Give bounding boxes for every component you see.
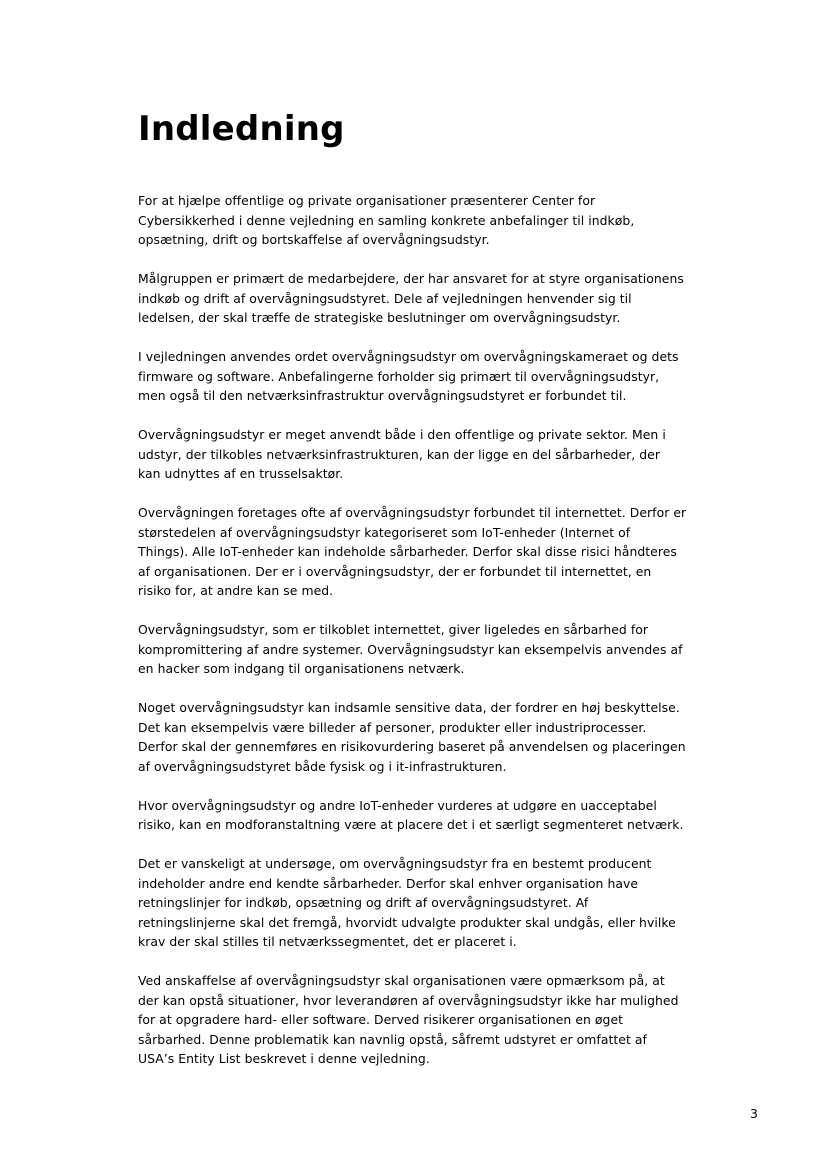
paragraph-line: der kan opstå situationer, hvor leverandøren af overvågningsudstyr ikke har mulighed bbox=[138, 992, 679, 1008]
paragraph-line: Målgruppen er primært de medarbejdere, der har ansvaret for at styre organisationens bbox=[138, 271, 684, 286]
paragraph-line: risiko, kan en modforanstaltning være at placere det i et særligt segmenteret netværk. bbox=[138, 817, 684, 832]
paragraph bbox=[138, 854, 698, 952]
paragraph bbox=[138, 347, 698, 406]
paragraph-line: Overvågningsudstyr er meget anvendt både i den offentlige og private sektor. Men i bbox=[138, 427, 666, 442]
paragraph bbox=[138, 698, 698, 776]
paragraph-line: Ved anskaffelse af overvågningsudstyr skal organisationen være opmærksom på, at bbox=[138, 973, 665, 988]
paragraph-line: Hvor overvågningsudstyr og andre IoT-enheder vurderes at udgøre en uacceptabel bbox=[138, 797, 657, 813]
paragraph-line: en hacker som indgang til organisationens netværk. bbox=[138, 661, 465, 676]
paragraph-line: sårbarhed. Denne problematik kan navnlig opstå, såfremt udstyret er omfattet af bbox=[138, 1031, 647, 1047]
paragraph-line: indkøb og drift af overvågningsudstyret. Dele af vejledningen henvender sig til bbox=[138, 290, 632, 306]
paragraph-line: firmware og software. Anbefalingerne forholder sig primært til overvågningsudstyr, bbox=[138, 368, 660, 384]
paragraph bbox=[138, 971, 698, 1069]
paragraph-line: af organisationen. Der er i overvågningsudstyr, der er forbundet til internettet, en bbox=[138, 563, 652, 579]
paragraph-line: størstedelen af overvågningsudstyr kategoriseret som IoT-enheder (Internet of bbox=[138, 524, 631, 540]
paragraph-line: USA’s Entity List beskrevet i denne vejledning. bbox=[138, 1051, 430, 1066]
paragraph-line: krav der skal stilles til netværkssegmentet, det er placeret i. bbox=[138, 934, 517, 949]
paragraph-line: Things). Alle IoT-enheder kan indeholde sårbarheder. Derfor skal disse risici håndteres bbox=[138, 544, 677, 559]
paragraph-line: Det kan eksempelvis være billeder af personer, produkter eller industriprocesser. bbox=[138, 719, 647, 735]
page-number: 3 bbox=[750, 1106, 758, 1121]
paragraph-line: Overvågningsudstyr, som er tilkoblet internettet, giver ligeledes en sårbarhed for bbox=[138, 622, 649, 637]
paragraph-line: kan udnyttes af en trusselsaktør. bbox=[138, 466, 344, 481]
paragraph bbox=[138, 503, 698, 601]
paragraph bbox=[138, 796, 698, 835]
paragraph-line: Overvågningen foretages ofte af overvågningsudstyr forbundet til internettet. Derfor er bbox=[138, 505, 687, 520]
paragraph-line: retningslinjerne skal det fremgå, hvorvidt udvalgte produkter skal undgås, eller hvilke bbox=[138, 914, 676, 930]
paragraph-line: udstyr, der tilkobles netværksinfrastrukturen, kan der ligge en del sårbarheder, der bbox=[138, 446, 660, 462]
paragraph bbox=[138, 269, 698, 328]
paragraph bbox=[138, 191, 698, 250]
paragraph-line: af overvågningsudstyret både fysisk og i it-infrastrukturen. bbox=[138, 758, 507, 774]
paragraph-line: retningslinjer for indkøb, opsætning og drift af overvågningsudstyret. Af bbox=[138, 895, 589, 910]
paragraph-line: Derfor skal der gennemføres en risikovurdering baseret på anvendelsen og placeringen bbox=[138, 739, 686, 754]
paragraph-line: indeholder andre end kendte sårbarheder. Derfor skal enhver organisation have bbox=[138, 875, 639, 891]
paragraph-line: Noget overvågningsudstyr kan indsamle sensitive data, der fordrer en høj beskyttelse. bbox=[138, 700, 680, 715]
paragraph-line: for at opgradere hard- eller software. Derved risikerer organisationen en øget bbox=[138, 1012, 624, 1027]
paragraph-line: ledelsen, der skal træffe de strategiske beslutninger om overvågningsudstyr. bbox=[138, 310, 621, 325]
paragraph-line: risiko for, at andre kan se med. bbox=[138, 583, 334, 598]
paragraph bbox=[138, 425, 698, 484]
paragraph-line: I vejledningen anvendes ordet overvågningsudstyr om overvågningskameraet og dets bbox=[138, 349, 679, 364]
body-text bbox=[138, 191, 698, 1088]
paragraph-line: men også til den netværksinfrastruktur overvågningsudstyret er forbundet til. bbox=[138, 388, 627, 403]
paragraph-line: kompromittering af andre systemer. Overvågningsudstyr kan eksempelvis anvendes af bbox=[138, 641, 683, 657]
paragraph-line: Det er vanskeligt at undersøge, om overvågningsudstyr fra en bestemt producent bbox=[138, 856, 652, 871]
page-title: Indledning bbox=[138, 109, 345, 149]
paragraph bbox=[138, 620, 698, 679]
paragraph-line: For at hjælpe offentlige og private organisationer præsenterer Center for bbox=[138, 193, 596, 208]
paragraph-line: opsætning, drift og bortskaffelse af overvågningsudstyr. bbox=[138, 232, 490, 247]
paragraph-line: Cybersikkerhed i denne vejledning en samling konkrete anbefalinger til indkøb, bbox=[138, 212, 635, 228]
